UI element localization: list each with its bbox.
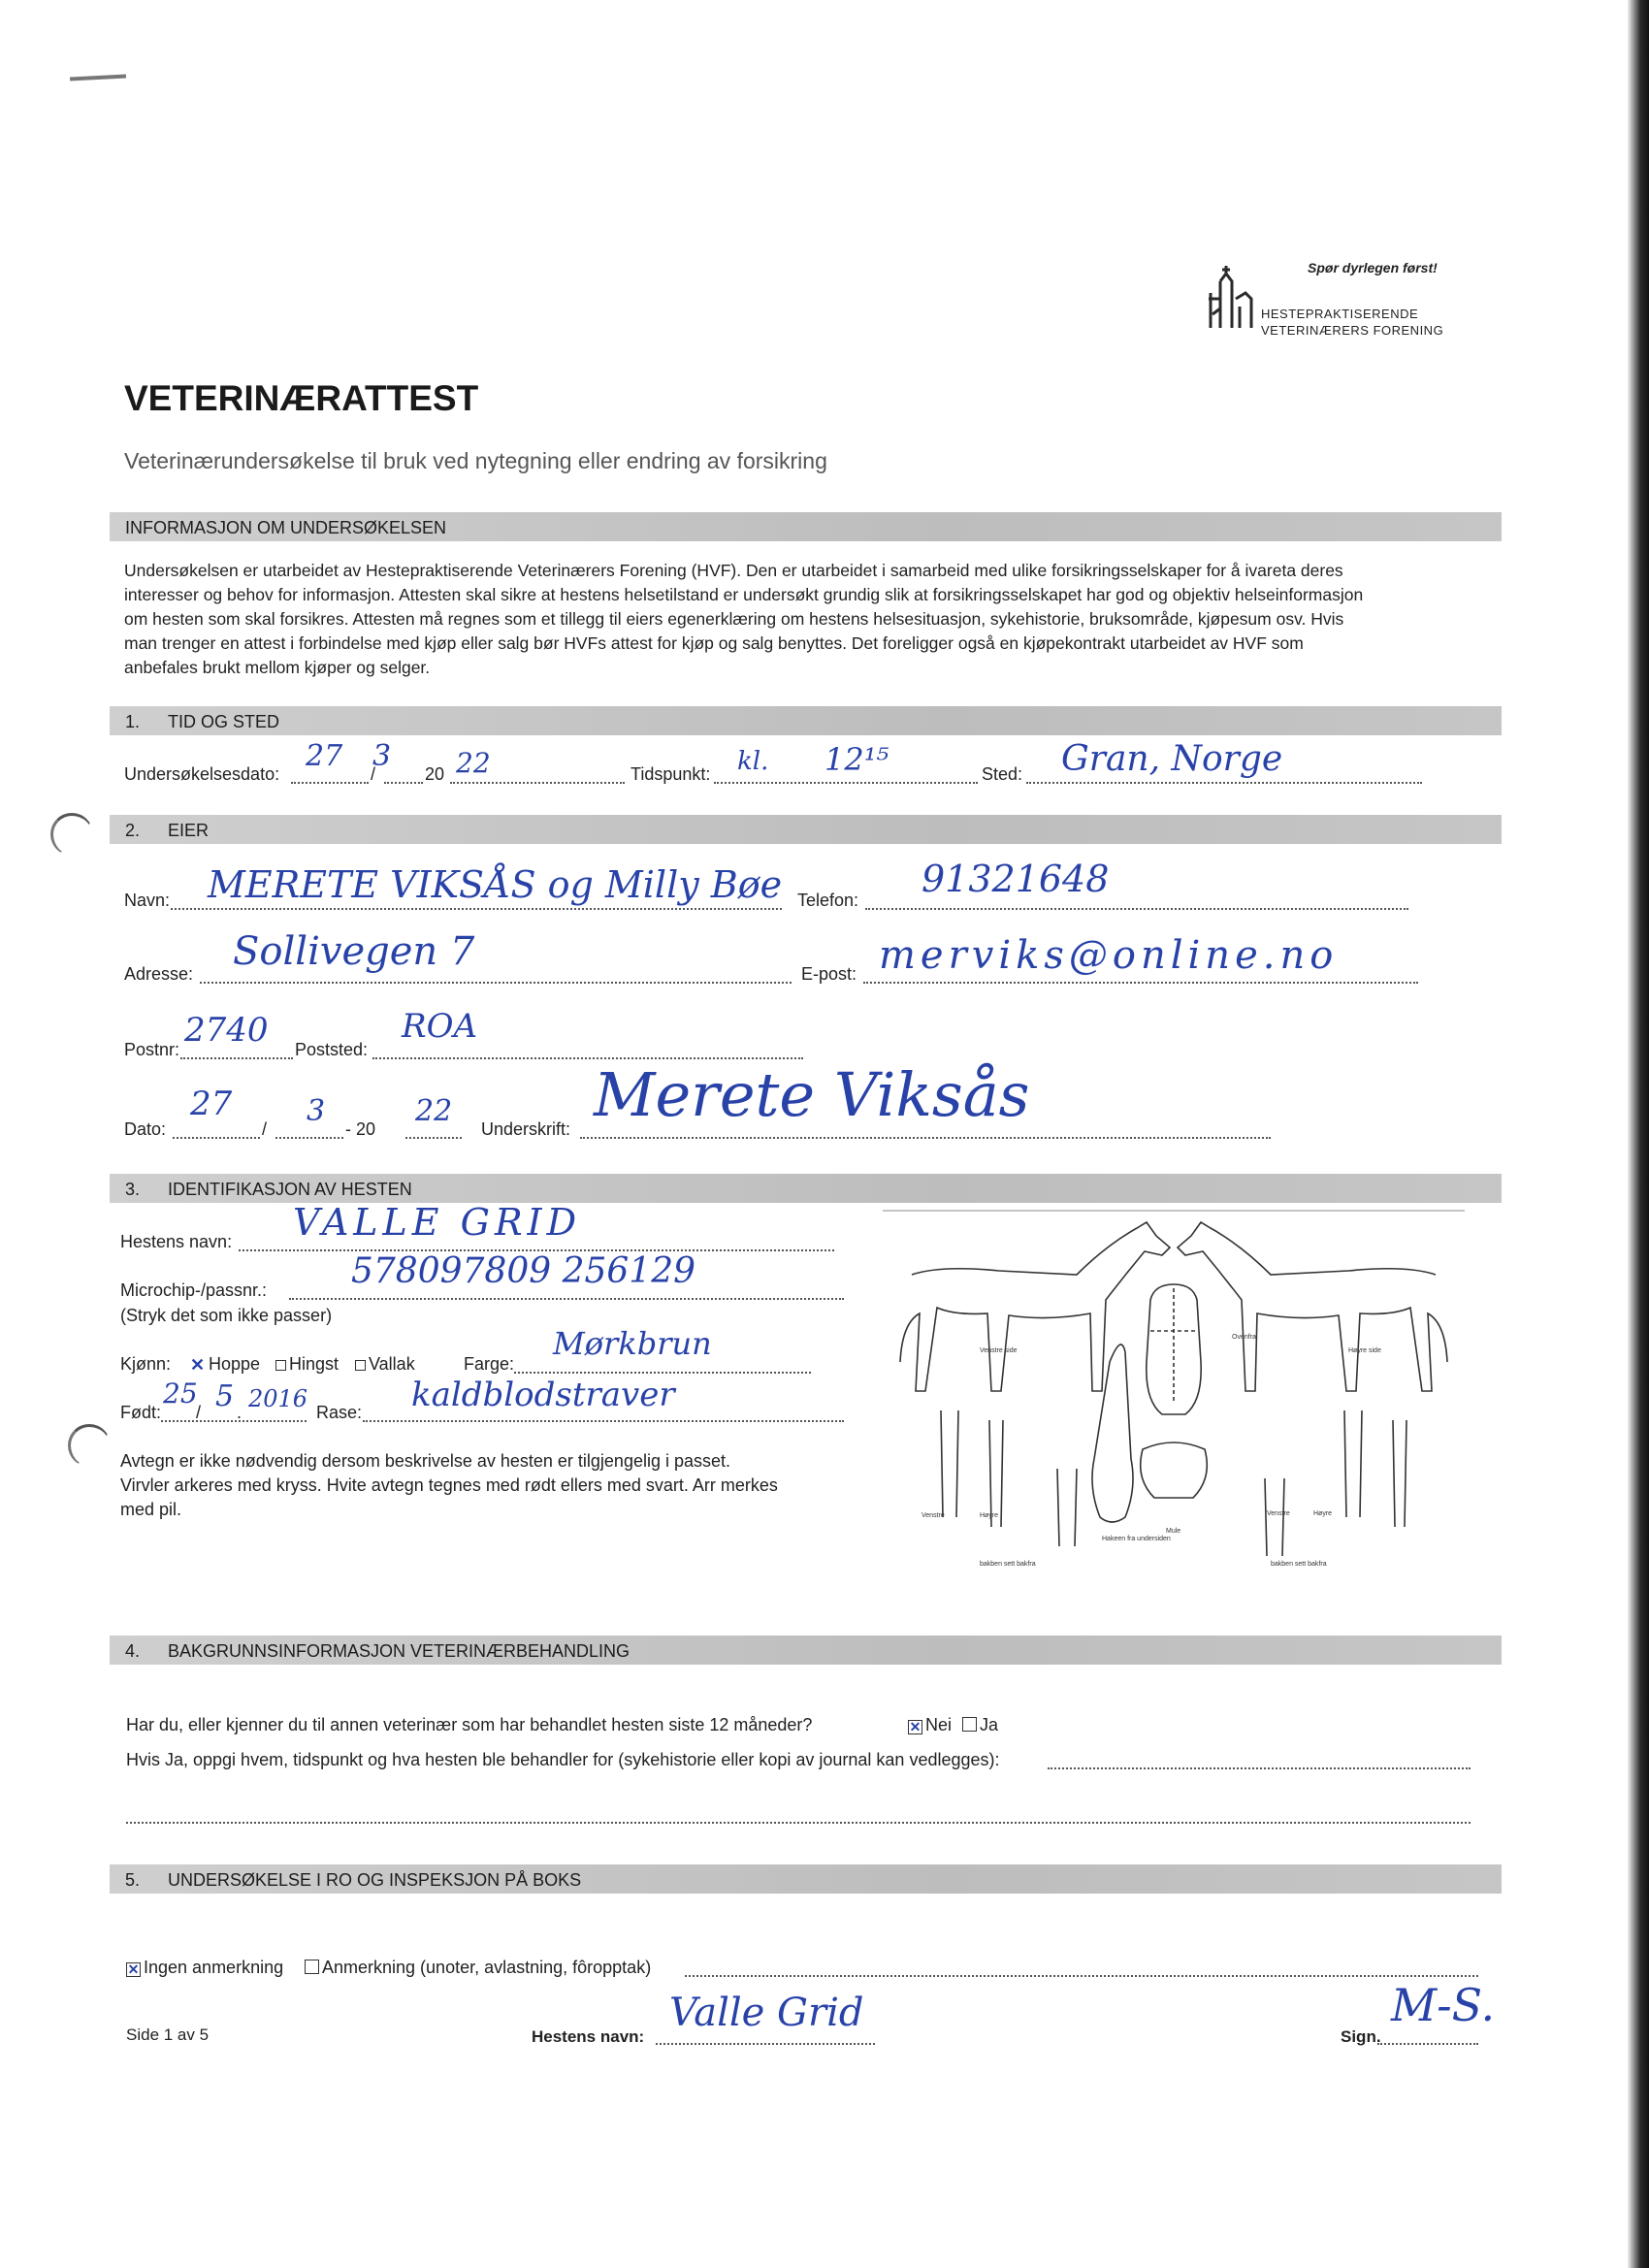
hw-sign-year: 22 — [415, 1094, 453, 1128]
diagram-label: bakben sett bakfra — [980, 1561, 1036, 1568]
option-label: Ingen anmerkning — [144, 1958, 284, 1977]
diagram-label: Ovenfra — [1232, 1334, 1256, 1341]
horse-name-label: Hestens navn: — [120, 1232, 233, 1251]
chip-note: (Stryk det som ikke passer) — [120, 1306, 333, 1325]
diagram-label: Venstre — [1267, 1510, 1290, 1517]
hw-address: Sollivegen 7 — [233, 929, 475, 974]
exam-day-field[interactable] — [291, 782, 369, 784]
scan-edge — [1628, 0, 1649, 2268]
info-line: Undersøkelsen er utarbeidet av Hestepraktiserende Veterinærers Forening (HVF). Den er utarbeidet i samarbeid med ulike forsikringsselskaper for å ivareta deres — [124, 561, 1343, 580]
punch-hole — [68, 1424, 111, 1467]
hw-poststed: ROA — [402, 1007, 478, 1046]
time-label: Tidspunkt: — [630, 764, 711, 784]
page-title: VETERINÆRATTEST — [124, 378, 479, 418]
section-number: 5. — [125, 1870, 141, 1890]
sign-date-label: Dato: — [124, 1119, 167, 1139]
century: - 20 — [345, 1119, 376, 1139]
footer-horse-field[interactable] — [656, 2043, 875, 2045]
hw-footer-sign: M-S. — [1391, 1979, 1496, 2031]
info-line: man trenger en attest i forbindelse med kjøp eller salg bør HVFs attest for kjøp og salg benyttes. Det foreligger også en kjøpekontrakt utarbeidet av HVF som — [124, 633, 1304, 653]
diagram-label: bakben sett bakfra — [1271, 1561, 1327, 1568]
exam-year-field[interactable] — [450, 782, 625, 784]
signature-field[interactable] — [580, 1137, 1271, 1139]
owner-name-label: Navn: — [124, 891, 171, 910]
sex-option-gelding[interactable] — [355, 1354, 415, 1375]
diagram-label: Høyre side — [1348, 1347, 1381, 1354]
prior-vet-option-no[interactable] — [908, 1715, 952, 1735]
hw-born-month: 5 — [215, 1379, 235, 1413]
postnr-label: Postnr: — [124, 1040, 180, 1059]
remark-option[interactable] — [305, 1958, 651, 1978]
hw-footer-horse: Valle Grid — [669, 1991, 864, 2035]
chip-label: Microchip-/passnr.: — [120, 1280, 268, 1300]
horse-marking-diagram[interactable] — [883, 1207, 1465, 1585]
section-heading: TID OG STED — [168, 712, 280, 731]
horse-vet-logo-icon — [1201, 260, 1259, 338]
hw-postnr: 2740 — [184, 1011, 269, 1050]
born-label: Født: — [120, 1403, 162, 1422]
info-line: interesser og behov for informasjon. Attesten skal sikre at hestens helsetilstand er undersøkt grundig slik at forsikringsselskapet har god og objektiv helseinformasjon — [124, 585, 1364, 604]
section-heading: UNDERSØKELSE I RO OG INSPEKSJON PÅ BOKS — [168, 1870, 582, 1890]
chip-field[interactable] — [289, 1298, 844, 1300]
email-field[interactable] — [863, 982, 1418, 984]
sign-day-field[interactable] — [173, 1137, 260, 1139]
hw-place: Gran, Norge — [1061, 739, 1283, 779]
phone-label: Telefon: — [797, 891, 859, 910]
time-field[interactable] — [714, 782, 978, 784]
hw-sign-day: 27 — [190, 1085, 233, 1123]
followup-field[interactable] — [1048, 1767, 1471, 1769]
hw-horse-name: VALLE GRID — [293, 1201, 582, 1244]
section-heading: BAKGRUNNSINFORMASJON VETERINÆRBEHANDLING — [168, 1641, 630, 1661]
diagram-label: Hakeen fra undersiden — [1102, 1536, 1171, 1542]
info-line: om hesten som skal forsikres. Attesten må regnes som et tillegg til eiers egenerklæring om hestens helsesituasjon, sykehistorie, bruksområde, kjøpesum osv. Hvis — [124, 609, 1344, 629]
diagram-label: Høyre — [980, 1512, 999, 1519]
place-label: Sted: — [982, 764, 1023, 784]
footer-sign-label: Sign. — [1341, 2027, 1381, 2046]
section-5-bar — [110, 1864, 1502, 1894]
section-heading: EIER — [168, 821, 210, 840]
hw-color: Mørkbrun — [553, 1325, 712, 1362]
slash: / — [371, 764, 376, 784]
sign-month-field[interactable] — [275, 1137, 343, 1139]
footer-horse-label: Hestens navn: — [532, 2027, 645, 2046]
hw-phone: 91321648 — [922, 858, 1110, 900]
scan-mark — [70, 74, 126, 81]
checkbox[interactable] — [305, 1960, 319, 1974]
place-field[interactable] — [1026, 782, 1422, 784]
checkbox[interactable] — [962, 1717, 977, 1732]
hw-exam-year: 22 — [456, 747, 491, 779]
marking-instructions — [120, 1449, 819, 1522]
hw-time: 12¹⁵ — [824, 741, 889, 778]
note-line: med pil. — [120, 1500, 182, 1519]
section-number: 1. — [125, 712, 141, 731]
hw-owner-name: MERETE VIKSÅS og Milly Bøe — [208, 863, 783, 906]
exam-month-field[interactable] — [384, 782, 423, 784]
info-heading: INFORMASJON OM UNDERSØKELSEN — [125, 518, 447, 537]
section-heading: IDENTIFIKASJON AV HESTEN — [168, 1180, 412, 1199]
remark-field[interactable] — [685, 1975, 1478, 1977]
hw-sign-month: 3 — [307, 1094, 326, 1128]
option-label: Vallak — [369, 1354, 415, 1374]
hw-time-prefix: kl. — [737, 747, 769, 776]
color-label: Farge: — [464, 1354, 515, 1374]
color-field[interactable] — [514, 1372, 811, 1374]
section-4-bar — [110, 1636, 1502, 1665]
breed-label: Rase: — [316, 1403, 363, 1422]
header-tagline: Spør dyrlegen først! — [1308, 260, 1438, 275]
hw-exam-day: 27 — [306, 739, 343, 773]
slash: / — [196, 1403, 202, 1422]
hw-breed: kaldblodstraver — [411, 1376, 675, 1414]
section-number: 3. — [125, 1180, 141, 1199]
option-label: Hingst — [289, 1354, 340, 1374]
sex-option-mare[interactable] — [190, 1354, 260, 1375]
hvf-logo — [1201, 260, 1259, 338]
checkbox[interactable] — [275, 1360, 286, 1371]
sex-option-stallion[interactable] — [275, 1354, 339, 1375]
hw-born-year: 2016 — [248, 1385, 308, 1412]
hw-signature: Merete Viksås — [594, 1059, 1030, 1130]
poststed-label: Poststed: — [295, 1040, 369, 1059]
phone-field[interactable] — [865, 908, 1408, 910]
note-line: Avtegn er ikke nødvendig dersom beskrivelse av hesten er tilgjengelig i passet. — [120, 1451, 731, 1471]
horse-silhouettes-icon — [883, 1207, 1465, 1585]
diagram-label: Venstre — [922, 1512, 945, 1519]
prior-vet-question: Har du, eller kjenner du til annen veterinær som har behandlet hesten siste 12 måneder? — [126, 1715, 813, 1734]
checkbox-checked[interactable]: ✕ — [127, 1961, 140, 1977]
section-number: 4. — [125, 1641, 141, 1661]
section-1-bar — [110, 706, 1502, 735]
breed-field[interactable] — [363, 1420, 844, 1422]
slash: . — [237, 1403, 242, 1422]
hw-email: merviks@online.no — [879, 933, 1339, 978]
option-label: Anmerkning (unoter, avlastning, fôropptak) — [322, 1958, 652, 1977]
born-field[interactable] — [161, 1420, 307, 1422]
section-3-bar — [110, 1174, 1502, 1203]
address-label: Adresse: — [124, 964, 194, 984]
page-subtitle: Veterinærundersøkelse til bruk ved nytegning eller endring av forsikring — [124, 448, 827, 473]
owner-name-field[interactable] — [171, 908, 782, 910]
signature-label: Underskrift: — [481, 1119, 571, 1139]
diagram-label: Venstre side — [980, 1347, 1018, 1354]
note-line: Virvler arkeres med kryss. Hvite avtegn tegnes med rødt ellers med svart. Arr merkes — [120, 1475, 778, 1495]
century: 20 — [425, 764, 445, 784]
checkbox-checked[interactable]: ✕ — [190, 1355, 206, 1375]
section-number: 2. — [125, 821, 141, 840]
info-line: anbefales brukt mellom kjøper og selger. — [124, 658, 431, 677]
option-label: Ja — [980, 1715, 999, 1734]
option-label: Hoppe — [209, 1354, 261, 1374]
option-label: Nei — [925, 1715, 953, 1734]
checkbox-checked[interactable]: ✕ — [909, 1719, 922, 1734]
footer-sign-field[interactable] — [1377, 2043, 1478, 2045]
email-label: E-post: — [801, 964, 857, 984]
prior-vet-followup: Hvis Ja, oppgi hvem, tidspunkt og hva hesten ble behandler for (sykehistorie eller kopi av journal kan vedlegges): — [126, 1750, 1000, 1769]
org-name-line2: VETERINÆRERS FORENING — [1261, 323, 1444, 338]
org-name-line1: HESTEPRAKTISERENDE — [1261, 307, 1419, 321]
checkbox[interactable] — [355, 1360, 366, 1371]
postnr-field[interactable] — [180, 1057, 293, 1059]
diagram-label: Høyre — [1313, 1510, 1333, 1517]
diagram-label: Mule — [1166, 1528, 1181, 1535]
followup-field-line2[interactable] — [126, 1822, 1471, 1824]
hw-chip: 578097809 256129 — [351, 1251, 696, 1291]
slash: / — [262, 1119, 268, 1139]
address-field[interactable] — [200, 982, 792, 984]
prior-vet-option-yes[interactable] — [962, 1715, 998, 1735]
hw-exam-month: 3 — [372, 739, 392, 773]
page-number: Side 1 av 5 — [126, 2025, 210, 2044]
sign-year-field[interactable] — [405, 1137, 462, 1139]
sex-label: Kjønn: — [120, 1354, 172, 1374]
no-remark-option[interactable] — [126, 1958, 283, 1978]
hw-born-day: 25 — [163, 1377, 198, 1409]
section-2-bar — [110, 815, 1502, 844]
info-heading-bar — [110, 512, 1502, 541]
punch-hole — [50, 813, 93, 856]
exam-date-label: Undersøkelsesdato: — [124, 764, 280, 784]
info-paragraph — [124, 559, 1502, 680]
